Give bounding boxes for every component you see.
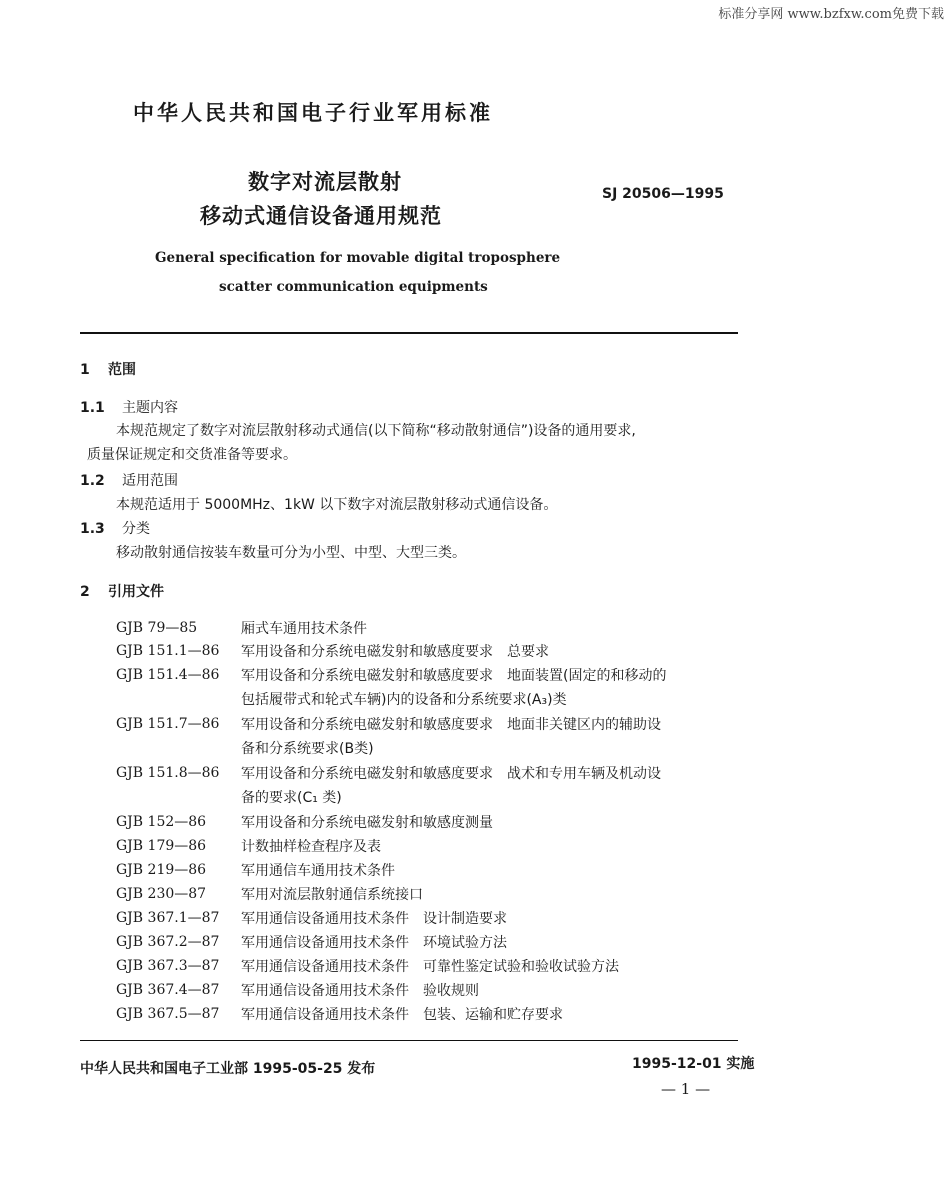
ref-title: 军用通信设备通用技术条件 包装、运输和贮存要求 xyxy=(241,1007,563,1023)
section-2-heading xyxy=(80,581,164,601)
ref-code: GJB 367.4—87 xyxy=(116,982,220,998)
section-1-1-text-line2: 质量保证规定和交货准备等要求。 xyxy=(87,447,297,463)
ref-title-continued: 包括履带式和轮式车辆)内的设备和分系统要求(A₃)类 xyxy=(241,692,567,708)
page-number: — 1 — xyxy=(661,1080,711,1098)
title-en-line2: scatter communication equipments xyxy=(219,279,488,295)
ref-code: GJB 179—86 xyxy=(116,838,207,854)
section-number: 1.3 xyxy=(80,521,105,537)
section-title: 适用范围 xyxy=(122,473,178,489)
ref-code: GJB 151.4—86 xyxy=(116,667,220,683)
ref-code: GJB 151.8—86 xyxy=(116,765,220,781)
ref-title: 军用对流层散射通信系统接口 xyxy=(241,887,423,903)
watermark: 标准分享网 www.bzfxw.com免费下载 xyxy=(718,7,944,22)
section-title: 范围 xyxy=(108,362,136,378)
ref-code: GJB 79—85 xyxy=(116,620,198,636)
ref-code: GJB 367.3—87 xyxy=(116,958,220,974)
ref-title: 军用通信设备通用技术条件 环境试验方法 xyxy=(241,935,507,951)
doc-number: SJ 20506—1995 xyxy=(602,186,724,202)
title-cn-line1: 数字对流层散射 xyxy=(248,170,402,194)
section-1-2-text: 本规范适用于 5000MHz、1kW 以下数字对流层散射移动式通信设备。 xyxy=(116,497,558,513)
ref-code: GJB 367.2—87 xyxy=(116,934,220,950)
ref-title: 厢式车通用技术条件 xyxy=(241,621,367,637)
ref-title: 军用设备和分系统电磁发射和敏感度要求 地面装置(固定的和移动的 xyxy=(241,668,667,684)
ref-code: GJB 219—86 xyxy=(116,862,207,878)
section-1-heading xyxy=(80,359,136,379)
section-1-3-text: 移动散射通信按装车数量可分为小型、中型、大型三类。 xyxy=(116,545,466,561)
ref-code: GJB 230—87 xyxy=(116,886,207,902)
header-rule xyxy=(80,332,738,334)
ref-title: 军用设备和分系统电磁发射和敏感度要求 总要求 xyxy=(241,644,549,660)
section-1-2-heading xyxy=(80,470,178,490)
ref-title: 军用设备和分系统电磁发射和敏感度要求 战术和专用车辆及机动设 xyxy=(241,766,661,782)
section-1-1-heading xyxy=(80,397,178,417)
ref-title: 军用设备和分系统电磁发射和敏感度测量 xyxy=(241,815,493,831)
ref-title: 军用设备和分系统电磁发射和敏感度要求 地面非关键区内的辅助设 xyxy=(241,717,661,733)
standard-category: 中华人民共和国电子行业军用标准 xyxy=(133,101,493,125)
ref-title-continued: 备和分系统要求(B类) xyxy=(241,741,374,757)
ref-title: 军用通信设备通用技术条件 设计制造要求 xyxy=(241,911,507,927)
issue-statement: 中华人民共和国电子工业部 1995-05-25 发布 xyxy=(80,1061,376,1077)
section-1-1-text-line1: 本规范规定了数字对流层散射移动式通信(以下简称“移动散射通信”)设备的通用要求, xyxy=(116,423,636,439)
section-number: 1 xyxy=(80,362,90,378)
ref-title: 军用通信车通用技术条件 xyxy=(241,863,395,879)
section-number: 1.1 xyxy=(80,400,105,416)
ref-title: 计数抽样检查程序及表 xyxy=(241,839,381,855)
ref-code: GJB 151.7—86 xyxy=(116,716,220,732)
ref-code: GJB 151.1—86 xyxy=(116,643,220,659)
ref-title: 军用通信设备通用技术条件 验收规则 xyxy=(241,983,479,999)
ref-code: GJB 367.1—87 xyxy=(116,910,220,926)
section-title: 分类 xyxy=(122,521,150,537)
section-title: 引用文件 xyxy=(108,584,164,600)
section-1-3-heading xyxy=(80,518,150,538)
ref-code: GJB 367.5—87 xyxy=(116,1006,220,1022)
title-cn-line2: 移动式通信设备通用规范 xyxy=(200,204,442,228)
effective-date: 1995-12-01 实施 xyxy=(632,1056,755,1072)
ref-title: 军用通信设备通用技术条件 可靠性鉴定试验和验收试验方法 xyxy=(241,959,619,975)
title-en-line1: General specification for movable digital troposphere xyxy=(155,250,561,266)
ref-code: GJB 152—86 xyxy=(116,814,207,830)
section-title: 主题内容 xyxy=(122,400,178,416)
ref-title-continued: 备的要求(C₁ 类) xyxy=(241,790,342,806)
section-number: 1.2 xyxy=(80,473,105,489)
section-number: 2 xyxy=(80,584,90,600)
footer-rule xyxy=(80,1040,738,1041)
